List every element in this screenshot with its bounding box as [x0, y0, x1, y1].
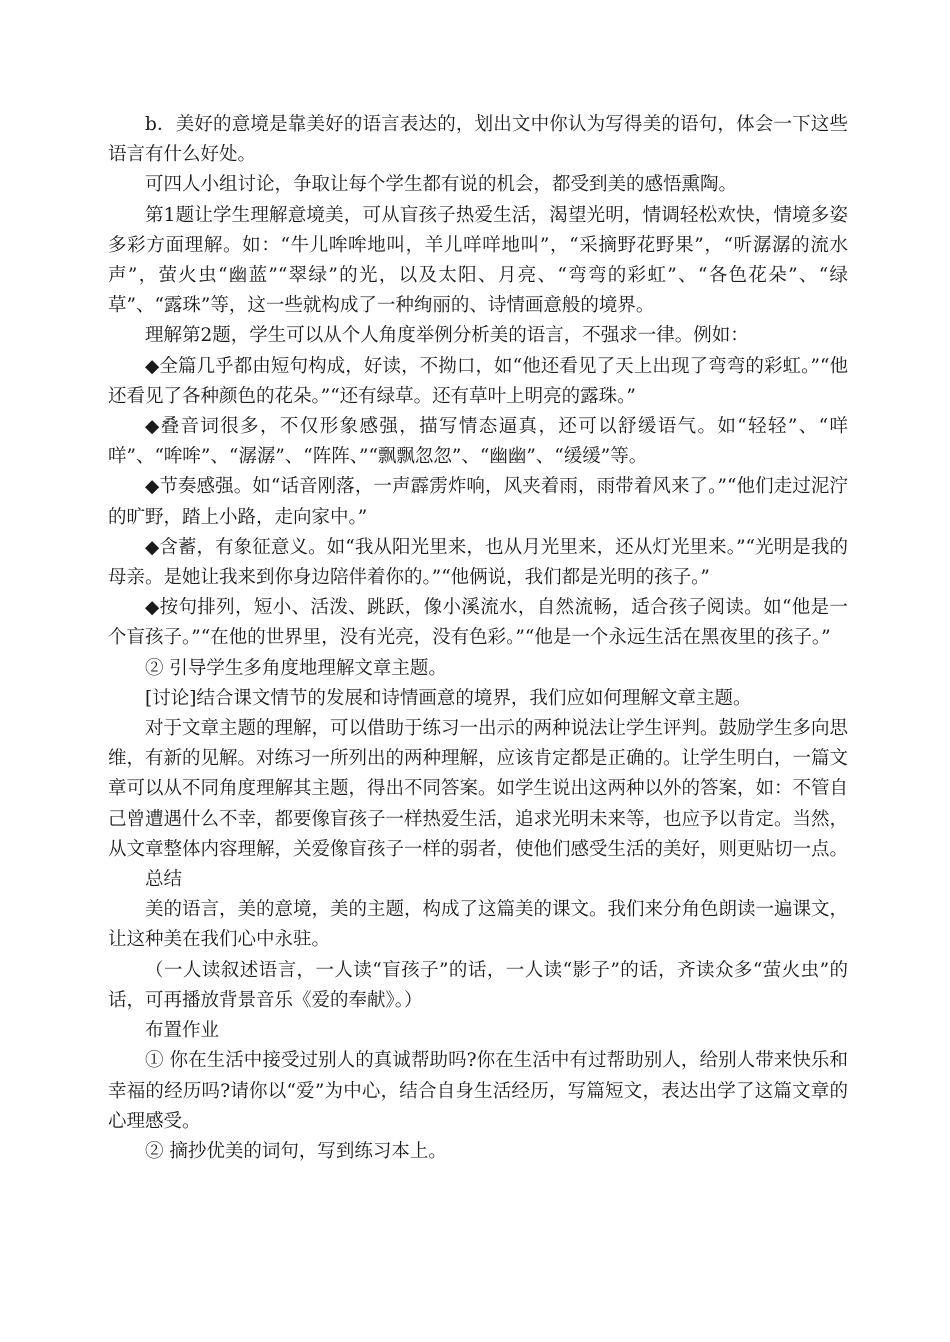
paragraph-bullet-arrangement: ◆按句排列，短小、活泼、跳跃，像小溪流水，自然流畅，适合孩子阅读。如“他是一个盲孩子。”“在他的世界里，没有光亮，没有色彩。”“他是一个永远生活在黑夜里的孩子。”: [108, 597, 848, 649]
paragraph-theme-interpretation: 对于文章主题的理解，可以借助于练习一出示的两种说法让学生评判。鼓励学生多向思维，有新的见解。对练习一所列出的两种理解，应该肯定都是正确的。让学生明白，一篇文章可以从不同角度理解其主题，得出不同答案。如学生说出这两种以外的答案，如：不管自己曾遭遇什么不幸，都要像盲孩子一样热爱生活，追求光明未来等，也应予以肯定。当然，从文章整体内容理解，关爱像盲孩子一样的弱者，使他们感受生活的美好，则更贴切一点。: [108, 718, 849, 860]
section-heading-homework: 布置作业: [145, 1020, 220, 1042]
paragraph-b-question: b．美好的意境是靠美好的语言表达的，划出文中你认为写得美的语句，体会一下这些语言有什么好处。: [108, 114, 848, 166]
paragraph-homework-2: ② 摘抄优美的词句，写到练习本上。: [145, 1140, 447, 1162]
paragraph-question-2-intro: 理解第2题，学生可以从个人角度举例分析美的语言，不强求一律。例如：: [145, 325, 749, 347]
paragraph-bullet-reduplication: ◆叠音词很多，不仅形象感强，描写情态逼真，还可以舒缓语气。如“轻轻”、“咩咩”、“哞哞”、“潺潺”、“阵阵、”“飘飘忽忽”、“幽幽”、“缓缓”等。: [108, 416, 848, 468]
paragraph-question-1-answer: 第1题让学生理解意境美，可从盲孩子热爱生活，渴望光明，情调轻松欢快，情境多姿多彩方面理解。如：“牛儿哞哞地叫，羊儿咩咩地叫”，“采摘野花野果”，“听潺潺的流水声”，萤火虫“幽蓝”“翠绿”的光，以及太阳、月亮、“弯弯的彩虹”、“各色花朵”、“绿草”、“露珠”等，这一些就构成了一种绚丽的、诗情画意般的境界。: [108, 204, 848, 317]
paragraph-summary: 美的语言，美的意境，美的主题，构成了这篇美的课文。我们来分角色朗读一遍课文，让这种美在我们心中永驻。: [108, 899, 849, 951]
paragraph-homework-1: ① 你在生活中接受过别人的真诚帮助吗?你在生活中有过帮助别人，给别人带来快乐和幸福的经历吗?请你以“爱”为中心，结合自身生活经历，写篇短文，表达出学了这篇文章的心理感受。: [108, 1050, 848, 1132]
paragraph-bullet-short-sentences: ◆全篇几乎都由短句构成，好读，不拗口，如“他还看见了天上出现了弯弯的彩虹。”“他还看见了各种颜色的花朵。”“还有绿草。还有草叶上明亮的露珠。”: [108, 355, 848, 407]
paragraph-bullet-rhythm: ◆节奏感强。如“话音刚落，一声霹雳炸响，风夹着雨，雨带着风来了。”“他们走过泥泞的旷野，踏上小路，走向家中。”: [108, 476, 848, 528]
paragraph-group-discussion: 可四人小组讨论，争取让每个学生都有说的机会，都受到美的感悟熏陶。: [145, 174, 738, 196]
paragraph-discussion-prompt: [讨论]结合课文情节的发展和诗情画意的境界，我们应如何理解文章主题。: [145, 687, 752, 709]
document-body: [108, 110, 848, 1167]
paragraph-reading-roles: （一人读叙述语言，一人读“盲孩子”的话，一人读“影子”的话，齐读众多“萤火虫”的话，可再播放背景音乐《爱的奉献》。）: [108, 959, 848, 1011]
paragraph-theme-guidance: ② 引导学生多角度地理解文章主题。: [145, 657, 447, 679]
paragraph-bullet-symbolism: ◆含蓄，有象征意义。如“我从阳光里来，也从月光里来，还从灯光里来。”“光明是我的母亲。是她让我来到你身边陪伴着你的。”“他俩说，我们都是光明的孩子。”: [108, 536, 848, 589]
section-heading-summary: 总结: [145, 869, 183, 891]
